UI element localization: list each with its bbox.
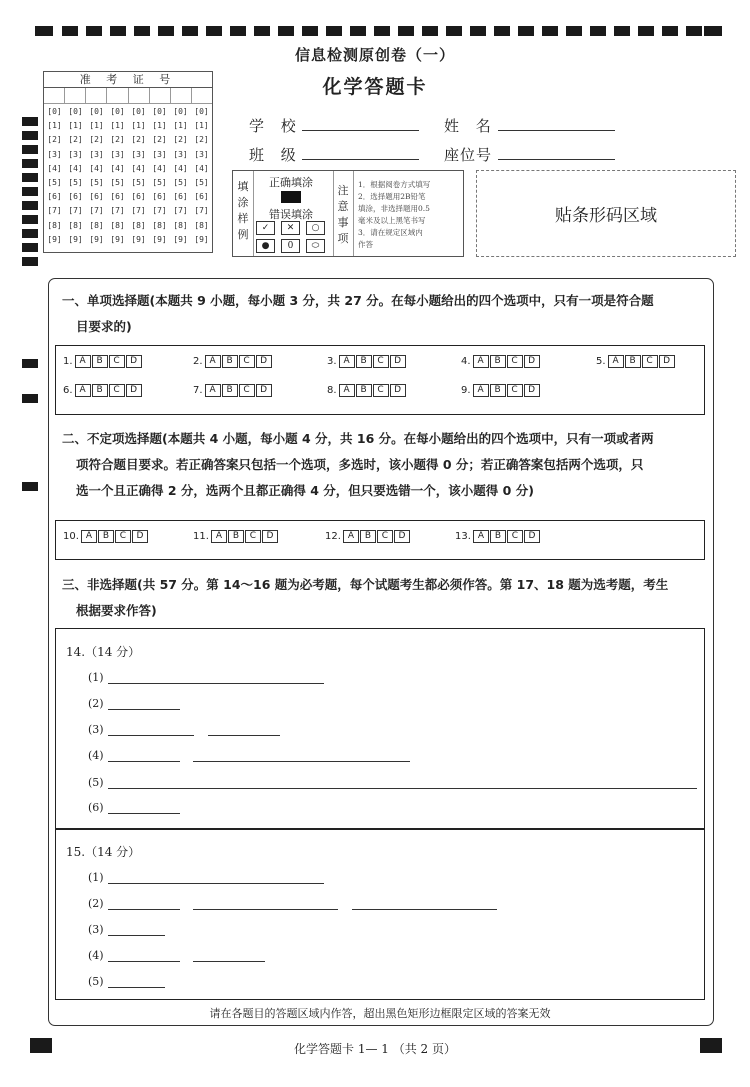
answer-line[interactable] — [108, 987, 165, 988]
timing-mark — [542, 26, 558, 36]
admission-column[interactable] — [149, 104, 170, 247]
timing-mark — [62, 26, 78, 36]
timing-mark — [22, 145, 38, 154]
correct-fill-label: 正确填涂 — [269, 176, 313, 189]
digit-bubble[interactable]: [4] — [152, 163, 167, 173]
question-number: 13. — [455, 531, 471, 542]
option-bubble[interactable]: D — [524, 355, 540, 368]
option-bubble[interactable]: B — [360, 530, 376, 543]
digit-bubble[interactable]: [9] — [110, 234, 125, 244]
option-bubble[interactable]: B — [625, 355, 641, 368]
digit-bubble[interactable]: [5] — [131, 177, 146, 187]
digit-bubble[interactable]: [1] — [68, 121, 83, 131]
question-number: 3. — [327, 356, 337, 367]
choice-question — [327, 384, 407, 397]
answer-line[interactable] — [352, 909, 497, 910]
digit-bubble[interactable]: [9] — [68, 234, 83, 244]
digit-bubble[interactable]: [3] — [194, 149, 209, 159]
answer-line[interactable] — [108, 813, 180, 814]
digit-bubble[interactable]: [6] — [110, 192, 125, 202]
option-bubble[interactable]: D — [126, 384, 142, 397]
q15-title: 15.（14 分） — [66, 845, 141, 859]
answer-line[interactable] — [108, 709, 180, 710]
digit-bubble[interactable]: [4] — [68, 163, 83, 173]
timing-mark — [22, 229, 38, 238]
choice-question — [193, 530, 279, 543]
option-bubble[interactable]: A — [205, 355, 221, 368]
digit-bubble[interactable]: [8] — [173, 220, 188, 230]
timing-mark — [302, 26, 318, 36]
choice-question — [461, 384, 541, 397]
answer-line[interactable] — [108, 788, 697, 789]
q14-box — [55, 628, 705, 830]
q15-box — [55, 828, 705, 1000]
choice-question — [455, 530, 541, 543]
digit-bubble[interactable]: [4] — [89, 163, 104, 173]
dot-mark-icon: ● — [256, 239, 275, 253]
digit-bubble[interactable]: [0] — [47, 107, 62, 116]
admission-column[interactable] — [65, 104, 86, 247]
digit-bubble[interactable]: [1] — [173, 121, 188, 131]
option-bubble[interactable]: B — [98, 530, 114, 543]
option-bubble[interactable]: C — [507, 530, 523, 543]
question-number: 6. — [63, 385, 73, 396]
digit-bubble[interactable]: [3] — [110, 149, 125, 159]
option-bubble[interactable]: A — [75, 355, 91, 368]
timing-mark — [350, 26, 366, 36]
choice-question — [596, 355, 676, 368]
option-bubble[interactable]: C — [507, 355, 523, 368]
timing-mark — [614, 26, 630, 36]
timing-mark — [22, 257, 38, 266]
timing-mark — [326, 26, 342, 36]
choice-question — [193, 384, 273, 397]
admission-column[interactable] — [128, 104, 149, 247]
answer-line[interactable] — [108, 683, 324, 684]
admission-column[interactable] — [107, 104, 128, 247]
timing-mark — [470, 26, 486, 36]
digit-bubble[interactable]: [4] — [47, 163, 62, 173]
timing-mark — [22, 394, 38, 403]
question-number: 12. — [325, 531, 341, 542]
timing-mark — [398, 26, 414, 36]
option-bubble[interactable]: A — [339, 355, 355, 368]
part-label: (3) — [88, 923, 104, 936]
seat-label: 座位号 — [444, 146, 493, 164]
admission-column[interactable] — [44, 104, 65, 247]
part-label: (4) — [88, 749, 104, 762]
timing-mark — [278, 26, 294, 36]
digit-bubble[interactable]: [6] — [173, 192, 188, 202]
option-bubble[interactable]: B — [490, 530, 506, 543]
class-input[interactable] — [302, 159, 419, 160]
fill-sample-box — [232, 170, 464, 257]
option-bubble[interactable]: A — [608, 355, 624, 368]
timing-mark — [158, 26, 174, 36]
timing-mark — [22, 359, 38, 368]
timing-mark — [22, 117, 38, 126]
digit-bubble[interactable]: [9] — [131, 234, 146, 244]
option-bubble[interactable]: B — [356, 384, 372, 397]
option-bubble[interactable]: D — [524, 384, 540, 397]
digit-bubble[interactable]: [6] — [152, 192, 167, 202]
option-bubble[interactable]: B — [222, 384, 238, 397]
zero-mark-icon: 0 — [281, 239, 300, 253]
barcode-area: 贴条形码区域 — [476, 170, 736, 257]
option-bubble[interactable]: C — [642, 355, 658, 368]
oval-mark-icon: ⬭ — [306, 239, 325, 253]
part-label: (5) — [88, 975, 104, 988]
option-bubble[interactable]: B — [222, 355, 238, 368]
admission-column[interactable] — [86, 104, 107, 247]
timing-mark — [35, 26, 53, 36]
digit-bubble[interactable]: [8] — [68, 220, 83, 230]
choice-question — [193, 355, 273, 368]
class-label: 班 级 — [249, 146, 302, 164]
admission-label: 准 考 证 号 — [44, 72, 212, 88]
digit-bubble[interactable]: [2] — [68, 135, 83, 145]
option-bubble[interactable]: C — [239, 384, 255, 397]
digit-bubble[interactable]: [3] — [152, 149, 167, 159]
part-label: (2) — [88, 897, 104, 910]
part-label: (4) — [88, 949, 104, 962]
digit-bubble[interactable]: [9] — [152, 234, 167, 244]
answer-line[interactable] — [208, 735, 280, 736]
digit-bubble[interactable]: [1] — [152, 121, 167, 131]
admission-number-grid — [43, 71, 213, 253]
timing-mark — [662, 26, 678, 36]
digit-bubble[interactable]: [0] — [152, 107, 167, 116]
timing-mark — [22, 201, 38, 210]
timing-mark — [446, 26, 462, 36]
school-input[interactable] — [302, 130, 419, 131]
option-bubble[interactable]: B — [228, 530, 244, 543]
digit-bubble[interactable]: [9] — [173, 234, 188, 244]
digit-bubble[interactable]: [3] — [68, 149, 83, 159]
choice-question — [63, 530, 149, 543]
digit-bubble[interactable]: [3] — [47, 149, 62, 159]
section2-heading: 二、不定项选择题(本题共 4 小题，每小题 4 分，共 16 分。在每小题给出的四个选项中，只有一项或者两 项符合题目要求。若正确答案只包括一个选项，多选时，该小题得 0 分；若正确答案包括两个选项，只 选一个且正确得 2 分，选两个且都正确得 4 分，但只要选错一个，该小题得 0 分) — [62, 431, 654, 498]
digit-bubble[interactable]: [1] — [194, 121, 209, 131]
admission-column[interactable] — [170, 104, 191, 247]
circle-mark-icon: ○ — [306, 221, 325, 235]
option-bubble[interactable]: D — [132, 530, 148, 543]
digit-bubble[interactable]: [2] — [152, 135, 167, 145]
option-bubble[interactable]: B — [92, 384, 108, 397]
part-label: (5) — [88, 776, 104, 789]
timing-mark — [22, 215, 38, 224]
digit-bubble[interactable]: [7] — [152, 206, 167, 216]
seat-input[interactable] — [498, 159, 615, 160]
section3-heading: 三、非选择题(共 57 分。第 14～16 题为必考题，每个试题考生都必须作答。第 17、18 题为选考题，考生 根据要求作答) — [62, 577, 669, 618]
option-bubble[interactable]: A — [473, 355, 489, 368]
option-bubble[interactable]: D — [390, 384, 406, 397]
digit-bubble[interactable]: [9] — [47, 234, 62, 244]
option-bubble[interactable]: D — [262, 530, 278, 543]
digit-bubble[interactable]: [6] — [47, 192, 62, 202]
digit-bubble[interactable]: [7] — [89, 206, 104, 216]
option-bubble[interactable]: A — [343, 530, 359, 543]
admission-column[interactable] — [191, 104, 212, 247]
digit-bubble[interactable]: [7] — [173, 206, 188, 216]
digit-bubble[interactable]: [1] — [110, 121, 125, 131]
option-bubble[interactable]: A — [211, 530, 227, 543]
digit-bubble[interactable]: [3] — [173, 149, 188, 159]
digit-bubble[interactable]: [0] — [110, 107, 125, 116]
section1-heading: 一、单项选择题(本题共 9 小题，每小题 3 分，共 27 分。在每小题给出的四个选项中，只有一项是符合题 目要求的) — [62, 293, 654, 334]
option-bubble[interactable]: C — [239, 355, 255, 368]
digit-bubble[interactable]: [5] — [152, 177, 167, 187]
answer-line[interactable] — [108, 761, 180, 762]
question-number: 10. — [63, 531, 79, 542]
digit-bubble[interactable]: [7] — [110, 206, 125, 216]
name-input[interactable] — [498, 130, 615, 131]
digit-bubble[interactable]: [5] — [173, 177, 188, 187]
option-bubble[interactable]: A — [473, 530, 489, 543]
option-bubble[interactable]: C — [115, 530, 131, 543]
timing-mark — [374, 26, 390, 36]
name-label: 姓 名 — [444, 117, 497, 135]
option-bubble[interactable]: B — [356, 355, 372, 368]
wrong-fill-label: 错误填涂 — [269, 208, 313, 221]
timing-mark — [566, 26, 582, 36]
digit-bubble[interactable]: [6] — [131, 192, 146, 202]
digit-bubble[interactable]: [4] — [131, 163, 146, 173]
timing-mark — [134, 26, 150, 36]
option-bubble[interactable]: D — [256, 384, 272, 397]
digit-bubble[interactable]: [8] — [89, 220, 104, 230]
answer-line[interactable] — [108, 883, 324, 884]
digit-bubble[interactable]: [7] — [68, 206, 83, 216]
admission-bubbles[interactable] — [44, 104, 212, 247]
digit-bubble[interactable]: [6] — [68, 192, 83, 202]
option-bubble[interactable]: A — [205, 384, 221, 397]
question-number: 7. — [193, 385, 203, 396]
timing-mark — [22, 131, 38, 140]
timing-mark — [518, 26, 534, 36]
option-bubble[interactable]: D — [126, 355, 142, 368]
digit-bubble[interactable]: [1] — [89, 121, 104, 131]
cross-mark-icon: ✕ — [281, 221, 300, 235]
notice-side-label: 注 意 事 项 — [337, 184, 349, 245]
question-number: 5. — [596, 356, 606, 367]
digit-bubble[interactable]: [2] — [47, 135, 62, 145]
timing-mark — [110, 26, 126, 36]
timing-mark — [254, 26, 270, 36]
option-bubble[interactable]: D — [256, 355, 272, 368]
question-number: 11. — [193, 531, 209, 542]
answer-line[interactable] — [108, 961, 180, 962]
answer-line[interactable] — [108, 909, 180, 910]
digit-bubble[interactable]: [5] — [68, 177, 83, 187]
digit-bubble[interactable]: [7] — [47, 206, 62, 216]
q14-title: 14.（14 分） — [66, 645, 141, 659]
digit-bubble[interactable]: [7] — [131, 206, 146, 216]
option-bubble[interactable]: B — [490, 355, 506, 368]
timing-mark — [22, 243, 38, 252]
footnote: 请在各题目的答题区域内作答，超出黑色矩形边框限定区域的答案无效 — [209, 1007, 551, 1020]
digit-bubble[interactable]: [6] — [89, 192, 104, 202]
timing-mark — [86, 26, 102, 36]
option-bubble[interactable]: D — [524, 530, 540, 543]
sample-side-label: 填 涂 样 例 — [237, 180, 249, 241]
exam-title: 信息检测原创卷（一） — [294, 46, 455, 64]
card-title: 化学答题卡 — [322, 76, 428, 98]
choice-question — [327, 355, 407, 368]
timing-mark — [230, 26, 246, 36]
timing-mark — [704, 26, 722, 36]
notice-text: 1．根据阅卷方式填写 2．选择题用2B铅笔 填涂，非选择题用0.5 毫米及以上黑笔书写 3．请在规定区域内 作答 — [358, 180, 431, 249]
digit-bubble[interactable]: [5] — [110, 177, 125, 187]
part-label: (1) — [88, 671, 104, 684]
question-number: 8. — [327, 385, 337, 396]
page-footer: 化学答题卡 1— 1 （共 2 页） — [294, 1042, 456, 1056]
choice-question — [461, 355, 541, 368]
option-bubble[interactable]: B — [490, 384, 506, 397]
timing-mark — [494, 26, 510, 36]
digit-bubble[interactable]: [1] — [131, 121, 146, 131]
digit-bubble[interactable]: [0] — [173, 107, 188, 116]
part-label: (3) — [88, 723, 104, 736]
digit-bubble[interactable]: [2] — [194, 135, 209, 145]
digit-bubble[interactable]: [9] — [194, 234, 209, 244]
question-number: 2. — [193, 356, 203, 367]
answer-line[interactable] — [108, 935, 165, 936]
digit-bubble[interactable]: [5] — [47, 177, 62, 187]
correct-fill-mark — [281, 191, 301, 203]
digit-bubble[interactable]: [2] — [131, 135, 146, 145]
digit-bubble[interactable]: [1] — [47, 121, 62, 131]
option-bubble[interactable]: D — [394, 530, 410, 543]
timing-mark — [22, 173, 38, 182]
option-bubble[interactable]: C — [245, 530, 261, 543]
answer-line[interactable] — [193, 909, 338, 910]
option-bubble[interactable]: D — [659, 355, 675, 368]
timing-mark — [22, 159, 38, 168]
timing-mark — [422, 26, 438, 36]
digit-bubble[interactable]: [9] — [89, 234, 104, 244]
option-bubble[interactable]: C — [373, 355, 389, 368]
answer-line[interactable] — [193, 761, 410, 762]
option-bubble[interactable]: A — [339, 384, 355, 397]
question-number: 9. — [461, 385, 471, 396]
digit-bubble[interactable]: [4] — [173, 163, 188, 173]
digit-bubble[interactable]: [4] — [194, 163, 209, 173]
choice-question — [63, 355, 143, 368]
digit-bubble[interactable]: [8] — [194, 220, 209, 230]
digit-bubble[interactable]: [3] — [89, 149, 104, 159]
choice-question — [325, 530, 411, 543]
check-mark-icon: ✓ — [256, 221, 275, 235]
option-bubble[interactable]: C — [377, 530, 393, 543]
question-number: 4. — [461, 356, 471, 367]
answer-line[interactable] — [108, 735, 194, 736]
option-bubble[interactable]: A — [75, 384, 91, 397]
digit-bubble[interactable]: [8] — [47, 220, 62, 230]
option-bubble[interactable]: C — [373, 384, 389, 397]
option-bubble[interactable]: C — [109, 384, 125, 397]
school-label: 学 校 — [249, 117, 302, 135]
timing-mark — [22, 482, 38, 491]
option-bubble[interactable]: D — [390, 355, 406, 368]
timing-mark — [590, 26, 606, 36]
digit-bubble[interactable]: [2] — [110, 135, 125, 145]
timing-mark — [22, 187, 38, 196]
digit-bubble[interactable]: [2] — [173, 135, 188, 145]
timing-mark — [206, 26, 222, 36]
part-label: (2) — [88, 697, 104, 710]
digit-bubble[interactable]: [6] — [194, 192, 209, 202]
digit-bubble[interactable]: [0] — [131, 107, 146, 116]
timing-mark — [638, 26, 654, 36]
option-bubble[interactable]: A — [473, 384, 489, 397]
digit-bubble[interactable]: [0] — [89, 107, 104, 116]
digit-bubble[interactable]: [4] — [110, 163, 125, 173]
digit-bubble[interactable]: [8] — [152, 220, 167, 230]
digit-bubble[interactable]: [2] — [89, 135, 104, 145]
digit-bubble[interactable]: [0] — [68, 107, 83, 116]
option-bubble[interactable]: C — [507, 384, 523, 397]
digit-bubble[interactable]: [8] — [110, 220, 125, 230]
option-bubble[interactable]: C — [109, 355, 125, 368]
timing-mark — [686, 26, 702, 36]
answer-line[interactable] — [193, 961, 265, 962]
choice-question — [63, 384, 143, 397]
digit-bubble[interactable]: [0] — [194, 107, 209, 116]
option-bubble[interactable]: A — [81, 530, 97, 543]
digit-bubble[interactable]: [8] — [131, 220, 146, 230]
digit-bubble[interactable]: [5] — [194, 177, 209, 187]
digit-bubble[interactable]: [7] — [194, 206, 209, 216]
option-bubble[interactable]: B — [92, 355, 108, 368]
part-label: (1) — [88, 871, 104, 884]
timing-mark — [182, 26, 198, 36]
part-label: (6) — [88, 801, 104, 814]
admission-write-cells[interactable] — [44, 88, 212, 104]
digit-bubble[interactable]: [5] — [89, 177, 104, 187]
digit-bubble[interactable]: [3] — [131, 149, 146, 159]
question-number: 1. — [63, 356, 73, 367]
